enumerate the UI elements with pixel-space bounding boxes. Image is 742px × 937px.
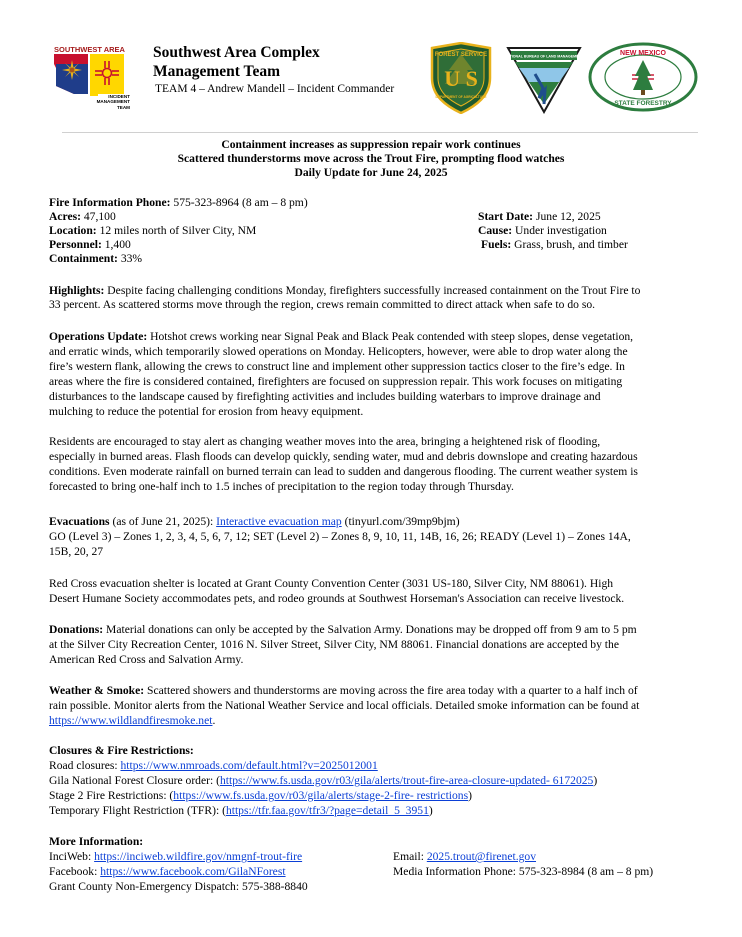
blm-logo (505, 44, 583, 114)
cause (478, 223, 607, 238)
tfr-label: Temporary Flight Restriction (TFR): ( (49, 804, 226, 817)
evacuations-date: (as of June 21, 2025): (109, 515, 217, 528)
gila-closure (49, 773, 597, 788)
stage-2-restrictions (49, 788, 472, 803)
highlights-line-1 (49, 283, 640, 298)
operations-text-6: mulching to reduce the potential for erosion from heavy equipment. (49, 405, 364, 418)
evacuation-map-link[interactable]: Interactive evacuation map (216, 515, 342, 528)
highlights-text-1: Despite facing challenging conditions Monday, firefighters successfully increased containment on the Trout Fire to (104, 284, 641, 297)
headline-1: Containment increases as suppression repair work continues (221, 138, 521, 151)
logo-sw-text: SOUTHWEST AREA (54, 45, 125, 54)
stage-2-link[interactable]: https://www.fs.usda.gov/r03/gila/alerts/stage-2-fire- restrictions (173, 789, 469, 802)
weather-label: Weather & Smoke: (49, 684, 145, 697)
evacuations-label: Evacuations (49, 515, 110, 528)
usfs-logo-text: FOREST SERVICE (434, 52, 488, 58)
donations-text-2: at the Silver City Recreation Center, 1016 N. Silver Street, Silver City, NM 88061. Financial donations are accepted by the (49, 638, 619, 651)
header-divider (62, 132, 698, 133)
media-phone: Media Information Phone: 575-323-8984 (8 am – 8 pm) (393, 865, 654, 878)
personnel-value: 1,400 (101, 238, 131, 251)
fuels (481, 237, 628, 252)
acres-label: Acres: (49, 210, 81, 223)
evacuations-text-2: 15B, 20, 27 (49, 545, 104, 558)
headline-3: Daily Update for June 24, 2025 (294, 166, 448, 179)
residents-text-1: Residents are encouraged to stay alert as changing weather moves into the area, bringing a heightened risk of flooding, (49, 435, 601, 448)
donations-label: Donations: (49, 623, 104, 636)
southwest-area-logo (50, 42, 136, 112)
headline-2: Scattered thunderstorms move across the Trout Fire, prompting flood watches (177, 152, 565, 165)
logo-sw-sub: INCIDENT MANAGEMENT TEAM (96, 94, 130, 110)
location-value: 12 miles north of Silver City, NM (96, 224, 257, 237)
email-link[interactable]: 2025.trout@firenet.gov (426, 850, 537, 863)
operations-label: Operations Update: (49, 330, 148, 343)
gila-closure-tail: ) (593, 774, 598, 787)
usfs-logo-letters: U S (444, 66, 478, 91)
donations-text-3: American Red Cross and Salvation Army. (49, 653, 244, 666)
containment (49, 251, 142, 266)
residents-text-2: especially in burned areas. Flash floods can develop quickly, sending water, mud and debris downslope and creating hazardous (49, 450, 638, 463)
containment-value: 33% (117, 252, 143, 265)
stage-2-tail: ) (468, 789, 472, 802)
email (393, 849, 536, 864)
facebook (49, 864, 286, 879)
forest-service-shield-icon (428, 42, 494, 114)
cause-value: Under investigation (512, 224, 607, 237)
operations-text-2: and erratic winds, which temporarily slowed operations on Monday. Helicopters, however, were able to drop water along the (49, 345, 628, 358)
tfr (49, 803, 433, 818)
fire-info-phone (49, 195, 308, 210)
fuels-value: Grass, brush, and timber (511, 238, 628, 251)
facebook-link[interactable]: https://www.facebook.com/GilaNForest (100, 865, 286, 878)
evacuation-short-url: (tinyurl.com/39mp9bjm) (341, 515, 460, 528)
inciweb-link[interactable]: https://inciweb.wildfire.gov/nmgnf-trout-fire (94, 850, 303, 863)
cause-label: Cause: (478, 224, 513, 237)
wildland-fire-smoke-link[interactable]: https://www.wildlandfiresmoke.net (49, 714, 213, 727)
forest-service-shield-logo (428, 42, 494, 114)
operations-text-1: Hotshot crews working near Signal Peak and Black Peak contended with steep slopes, dense vegetation, (147, 330, 634, 343)
containment-label: Containment: (49, 252, 118, 265)
evacuations-line-1 (49, 514, 460, 529)
residents-text-4: forecasted to bring one-half inch to 1.5 inches of precipitation to the region today through Thursday. (49, 480, 514, 493)
acres (49, 209, 116, 224)
residents-text-3: conditions. Even moderate rainfall on burned terrain can lead to sudden and dangerous flooding. The current weather system is (49, 465, 638, 478)
operations-text-4: areas where the fire is considered contained, firefighters are focused on suppression repair. This work focuses on mitigating (49, 375, 623, 388)
start-label: Start Date: (478, 210, 534, 223)
weather-tail: . (212, 714, 216, 727)
fuels-label: Fuels: (481, 238, 512, 251)
start-value: June 12, 2025 (533, 210, 601, 223)
operations-line-1 (49, 329, 633, 344)
weather-text-2: rain possible. Monitor alerts from the National Weather Service and local officials. Detailed smoke information can be found at (49, 699, 640, 712)
nmsf-top-text: NEW MEXICO (620, 50, 666, 57)
closures-heading: Closures & Fire Restrictions: (49, 744, 194, 757)
inciweb (49, 849, 302, 864)
acres-value: 47,100 (80, 210, 116, 223)
gila-closure-link[interactable]: https://www.fs.usda.gov/r03/gila/alerts/trout-fire-area-closure-updated- 6172025 (219, 774, 594, 787)
stage-2-label: Stage 2 Fire Restrictions: ( (49, 789, 174, 802)
evacuations-text-1: GO (Level 3) – Zones 1, 2, 3, 4, 5, 6, 7, 12; SET (Level 2) – Zones 8, 9, 10, 11, 14B, 16, 26; READY (Level 1) – Zones 14A, (49, 530, 631, 543)
weather-line-1 (49, 683, 638, 698)
highlights-text-2: 33 percent. As scattered storms move through the region, crews remain committed to direct attack when safe to do so. (49, 298, 596, 311)
highlights-label: Highlights: (49, 284, 105, 297)
personnel-label: Personnel: (49, 238, 102, 251)
inciweb-label: InciWeb: (49, 850, 95, 863)
personnel (49, 237, 131, 252)
tfr-link[interactable]: https://tfr.faa.gov/tfr3/?page=detail_5_3951 (225, 804, 429, 817)
team-title-line-1: Southwest Area Complex (153, 44, 320, 61)
road-closures (49, 758, 378, 773)
phone-label: Fire Information Phone: (49, 196, 171, 209)
facebook-label: Facebook: (49, 865, 101, 878)
operations-text-5: disturbances to the landscape caused by firefighting activities and includes building waterbars to improve drainage and (49, 390, 601, 403)
more-info-heading: More Information: (49, 835, 144, 848)
nm-state-forestry-logo (588, 42, 698, 112)
nm-state-forestry-icon (588, 42, 698, 112)
shelter-text-1: Red Cross evacuation shelter is located at Grant County Convention Center (3031 US-180, Silver City, NM 88061). High (49, 577, 614, 590)
blm-shield-icon (505, 44, 583, 114)
phone-value: 575-323-8964 (8 am – 8 pm) (170, 196, 308, 209)
blm-logo-text: NATIONAL BUREAU OF LAND MANAGEMENT (505, 54, 583, 59)
start-date (478, 209, 601, 224)
weather-line-3 (49, 713, 215, 728)
shelter-text-2: Desert Humane Society accommodates pets, and rodeo grounds at Southwest Horseman's Association can receive livestock. (49, 592, 625, 605)
team-subtitle: TEAM 4 – Andrew Mandell – Incident Commander (155, 83, 395, 95)
usfs-logo-bottom: DEPARTMENT OF AGRICULTURE (435, 95, 487, 99)
email-label: Email: (393, 850, 427, 863)
donations-line-1 (49, 622, 637, 637)
gila-closure-label: Gila National Forest Closure order: ( (49, 774, 220, 787)
road-closures-link[interactable]: https://www.nmroads.com/default.html?v=2025012001 (120, 759, 378, 772)
location-label: Location: (49, 224, 97, 237)
dispatch: Grant County Non-Emergency Dispatch: 575-388-8840 (49, 880, 308, 893)
team-title (153, 43, 320, 81)
operations-text-3: fire’s western flank, allowing the crews to construct line and implement other suppression tactics closer to the fire’s edge. In (49, 360, 625, 373)
nmsf-bottom-text: STATE FORESTRY (614, 100, 672, 107)
donations-text-1: Material donations can only be accepted by the Salvation Army. Donations may be dropped off from 9 am to 5 pm (103, 623, 637, 636)
road-closures-label: Road closures: (49, 759, 121, 772)
weather-text-1: Scattered showers and thunderstorms are moving across the fire area today with a quarter to a half inch of (144, 684, 638, 697)
tfr-tail: ) (428, 804, 433, 817)
location (49, 223, 256, 238)
team-title-line-2: Management Team (153, 63, 281, 80)
